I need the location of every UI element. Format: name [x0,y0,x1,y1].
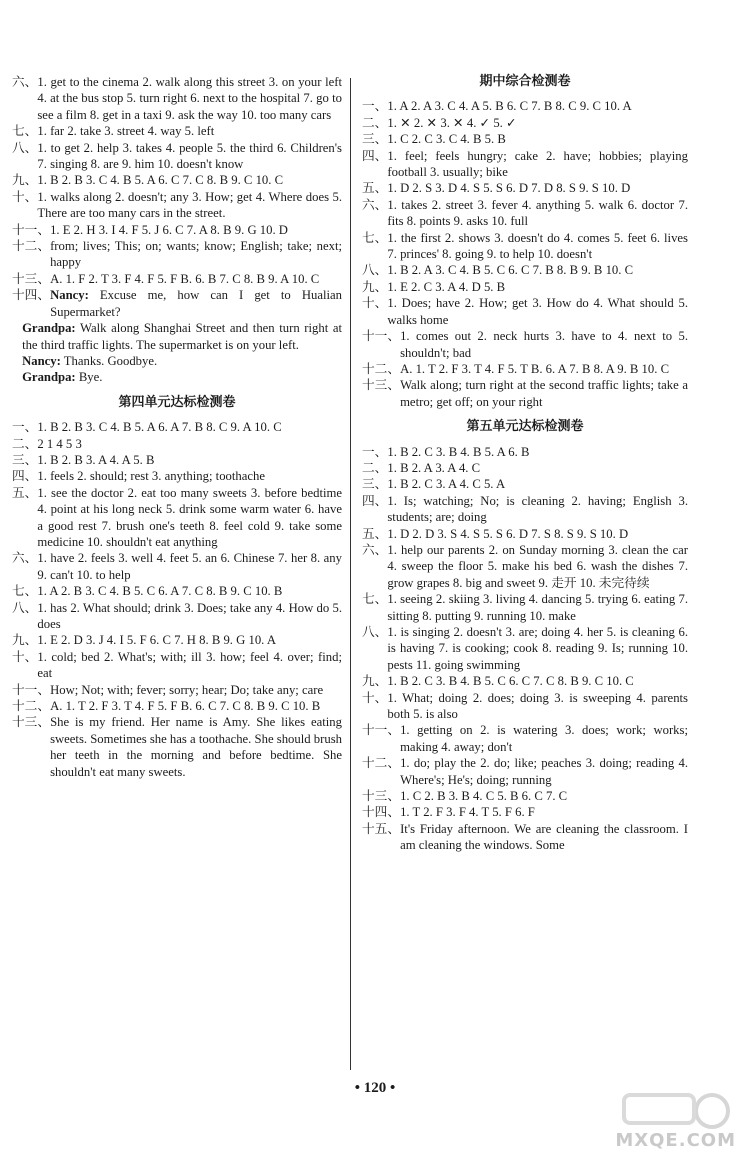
item-number: 七、 [12,584,38,599]
answer-item [12,140,342,173]
unit4-answers [12,419,342,780]
answer-item [12,550,342,583]
dialogue-text: Excuse me, how can I get to Hualian Supermarket? [50,288,343,319]
item-number: 一、 [12,420,38,435]
answer-item [362,98,688,114]
item-number: 五、 [362,526,388,541]
item-answers: 1. B 2. A 3. A 4. C [387,460,481,475]
answer-item [12,649,342,682]
item-answers: 1. the first 2. shows 3. doesn't do 4. comes 5. feet 6. lives 7. princes' 8. going 9. to help 10. doesn't [387,230,688,262]
answer-item [362,328,688,361]
item-answers: She is my friend. Her name is Amy. She likes eating sweets. Sometimes she has a toothache. She should brush her teeth in the morning and before bedtime. She shouldn't eat many sweets. [50,715,342,779]
dialogue-text: Bye. [78,370,103,385]
answer-item [362,673,688,689]
item-number: 十二、 [12,699,51,714]
item-number: 七、 [362,230,388,245]
answer-item [362,755,688,788]
unit3-answers [12,74,342,287]
item-answers: 1. far 2. take 3. street 4. way 5. left [37,124,215,139]
midterm-answers [362,98,688,410]
item-number: 十四、 [362,805,401,820]
item-answers: 1. to get 2. help 3. takes 4. people 5. the third 6. Children's 7. singing 8. are 9. him 10. doesn't know [37,140,342,172]
item-answers: 1. comes out 2. neck hurts 3. have to 4. next to 5. shouldn't; bad [400,329,688,360]
answer-item [12,222,342,238]
dialogue-text: Walk along Shanghai Street and then turn right at the third traffic lights. The supermarket is on your left. [22,321,342,352]
item-number: 十一、 [362,329,401,344]
answer-item [362,197,688,230]
item-answers: 1. takes 2. street 3. fever 4. anything 5. walk 6. doctor 7. fits 8. points 9. asks 10. full [387,197,688,229]
item-number: 十、 [12,189,38,204]
item-answers: 1. feels 2. should; rest 3. anything; toothache [37,469,266,484]
answer-item [12,632,342,648]
item-number: 五、 [12,485,38,500]
item-answers: 1. B 2. C 3. A 4. C 5. A [387,477,506,492]
answer-item [362,115,688,131]
item-number: 五、 [362,181,388,196]
dialogue-line [50,287,342,320]
item-number: 九、 [12,633,38,648]
answer-item [362,591,688,624]
column-divider [350,78,351,1070]
answer-item [362,180,688,196]
item-answers: 1. is singing 2. doesn't 3. are; doing 4. her 5. is cleaning 6. is having 7. is cooking; cook 8. reading 9. Is; running 10. pests 11. going swimming [387,625,688,672]
answer-item [362,624,688,673]
item-number: 十一、 [12,682,51,697]
answer-item [362,131,688,147]
answer-item [12,238,342,271]
item-answers: 1. do; play the 2. do; like; peaches 3. doing; reading 4. Where's; He's; doing; running [400,756,688,787]
item-number: 十三、 [12,715,51,730]
item-number: 十三、 [12,271,51,286]
left-column [12,74,342,780]
item-number: 十一、 [362,723,401,738]
item-number: 七、 [12,124,38,139]
item-number: 六、 [362,542,388,557]
item-number: 十三、 [362,378,401,393]
item-answers: 1. B 2. C 3. B 4. B 5. A 6. B [387,444,530,459]
unit5-answers [362,444,688,854]
item-number: 七、 [362,592,388,607]
dialogue-line [22,353,342,369]
answer-item [12,74,342,123]
item-answers: 1. B 2. B 3. C 4. B 5. A 6. A 7. B 8. C 9. A 10. C [37,420,282,435]
answer-item [12,436,342,452]
item-number: 一、 [362,99,388,114]
item-answers: 1. D 2. S 3. D 4. S 5. S 6. D 7. D 8. S 9. S 10. D [387,181,631,196]
section-title-unit5: 第五单元达标检测卷 [466,419,584,435]
answer-item [362,377,688,410]
right-column [362,74,688,854]
item-number: 十四、 [12,288,51,303]
answer-item [12,452,342,468]
item-number: 十一、 [12,222,51,237]
item-number: 二、 [362,115,388,130]
answer-item [362,722,688,755]
dialogue-text: Thanks. Goodbye. [63,353,158,368]
item-answers: 1. B 2. A 3. C 4. B 5. C 6. C 7. B 8. B 9. B 10. C [387,263,634,278]
item-number: 四、 [362,493,388,508]
section-title-unit4: 第四单元达标检测卷 [118,394,236,410]
item-answers: 1. What; doing 2. does; doing 3. is sweeping 4. parents both 5. is also [387,690,688,722]
item-answers: 1. get to the cinema 2. walk along this street 3. on your left 4. at the bus stop 5. turn right 6. next to the hospital 7. go to see a film 8. get in a taxi 9. ask the way 10. too many cars [37,75,342,122]
answer-item [362,361,688,377]
answer-item [362,788,688,804]
item-number: 三、 [12,452,38,467]
item-number: 九、 [362,279,388,294]
item-number: 一、 [362,444,388,459]
item-answers: 1. D 2. D 3. S 4. S 5. S 6. D 7. S 8. S 9. S 10. D [387,526,629,541]
dialogue-line [22,369,342,385]
answer-item [362,542,688,591]
item-answers: How; Not; with; fever; sorry; hear; Do; take any; care [50,682,324,697]
item-number: 二、 [362,460,388,475]
speaker-name: Nancy: [50,288,89,303]
item-number: 八、 [362,263,388,278]
item-answers: Walk along; turn right at the second traffic lights; take a metro; get off; on your right [400,378,688,409]
item-number: 十三、 [362,789,401,804]
item-number: 三、 [362,477,388,492]
answer-item [12,172,342,188]
answer-item [362,821,688,854]
answer-item [12,485,342,551]
dialogue-item [12,287,342,385]
item-number: 十二、 [362,756,401,771]
answer-item [362,460,688,476]
speaker-name: Grandpa: [22,321,76,336]
watermark-logo [604,1085,744,1155]
item-answers: 1. help our parents 2. on Sunday morning 3. clean the car 4. sweep the floor 5. make his bed 6. wash the dishes 7. grow grapes 8. big and sweet 9. 走开 10. 未完待续 [387,542,688,590]
answer-item [362,476,688,492]
answer-item [12,189,342,222]
item-number: 六、 [12,75,38,89]
item-number: 三、 [362,132,388,147]
item-answers: 1. B 2. B 3. C 4. B 5. A 6. C 7. C 8. B 9. C 10. C [37,173,284,188]
item-answers: 1. C 2. B 3. B 4. C 5. B 6. C 7. C [400,789,568,804]
answer-item [362,279,688,295]
item-answers: 1. E 2. H 3. I 4. F 5. J 6. C 7. A 8. B 9. G 10. D [50,222,288,237]
item-answers: A. 1. F 2. T 3. F 4. F 5. F B. 6. B 7. C 8. B 9. A 10. C [50,271,320,286]
item-answers: 1. has 2. What should; drink 3. Does; take any 4. How do 5. does [37,600,342,631]
item-answers: 1. B 2. B 3. A 4. A 5. B [37,452,155,467]
item-number: 十、 [362,690,388,705]
answer-item [12,123,342,139]
item-number: 九、 [12,173,38,188]
item-answers: from; lives; This; on; wants; know; English; take; next; happy [50,239,342,270]
answer-item [362,230,688,263]
item-answers: 1. Does; have 2. How; get 3. How do 4. What should 5. walks home [387,296,688,327]
answer-item [362,804,688,820]
section-title-midterm: 期中综合检测卷 [479,74,571,89]
item-answers: It's Friday afternoon. We are cleaning the classroom. I am cleaning the windows. Some [400,821,688,853]
item-number: 八、 [362,625,388,639]
answer-item [362,262,688,278]
speaker-name: Nancy: [22,353,61,368]
item-answers: A. 1. T 2. F 3. T 4. F 5. T B. 6. A 7. B 8. A 9. B 10. C [400,361,670,376]
item-answers: 1. walks along 2. doesn't; any 3. How; get 4. Where does 5. There are too many cars in the street. [37,189,342,221]
item-number: 十二、 [362,361,401,376]
item-number: 八、 [12,140,38,155]
item-answers: 1. T 2. F 3. F 4. T 5. F 6. F [400,805,535,820]
item-number: 二、 [12,436,38,451]
item-number: 十二、 [12,239,51,254]
item-answers: 1. cold; bed 2. What's; with; ill 3. how; feel 4. over; find; eat [37,649,342,681]
answer-item [362,493,688,526]
item-answers: 1. see the doctor 2. eat too many sweets 3. before bedtime 4. point at his long neck 5. drink some warm water 6. have a good rest 7. brush one's teeth 8. feel cold 9. take some medicine 10. shouldn't eat anything [37,485,342,549]
item-answers: 1. E 2. D 3. J 4. I 5. F 6. C 7. H 8. B 9. G 10. A [37,633,276,648]
answer-item [12,698,342,714]
item-answers: 1. A 2. A 3. C 4. A 5. B 6. C 7. B 8. C 9. C 10. A [387,99,632,114]
item-number: 四、 [12,469,38,484]
answer-item [12,600,342,633]
dialogue-line [22,320,342,353]
answer-item [12,271,342,287]
item-answers: 1. feel; feels hungry; cake 2. have; hobbies; playing football 3. usually; bike [387,148,688,180]
item-number: 六、 [12,551,38,566]
item-answers: 2 1 4 5 3 [37,436,82,451]
item-answers: 1. E 2. C 3. A 4. D 5. B [387,279,506,294]
page-number: • 120 • [354,1080,396,1096]
watermark-text: MXQE.COM [615,1130,736,1151]
answer-item [12,682,342,698]
item-number: 九、 [362,674,388,689]
item-number: 八、 [12,600,38,615]
item-number: 十、 [12,649,38,664]
item-answers: 1. have 2. feels 3. well 4. feet 5. an 6. Chinese 7. her 8. any 9. can't 10. to help [37,551,342,582]
item-answers: 1. seeing 2. skiing 3. living 4. dancing 5. trying 6. eating 7. sitting 8. putting 9. running 10. make [387,592,688,623]
answer-item [12,583,342,599]
item-number: 十五、 [362,821,401,836]
item-number: 十、 [362,296,388,311]
answer-item [362,148,688,181]
answer-item [12,468,342,484]
answer-item [362,526,688,542]
answer-item [362,444,688,460]
item-answers: A. 1. T 2. F 3. T 4. F 5. F B. 6. C 7. C 8. B 9. C 10. B [50,699,321,714]
answer-item [12,714,342,780]
item-number: 六、 [362,197,388,212]
item-number: 四、 [362,148,388,163]
answer-item [362,295,688,328]
item-answers: 1. Is; watching; No; is cleaning 2. having; English 3. students; are; doing [387,493,688,525]
answer-item [12,419,342,435]
item-answers: 1. getting on 2. is watering 3. does; work; works; making 4. away; don't [400,723,688,754]
item-answers: 1. ✕ 2. ✕ 3. ✕ 4. ✓ 5. ✓ [387,115,517,130]
speaker-name: Grandpa: [22,370,76,385]
answer-item [362,690,688,723]
item-answers: 1. C 2. C 3. C 4. B 5. B [387,132,506,147]
item-answers: 1. B 2. C 3. B 4. B 5. C 6. C 7. C 8. B 9. C 10. C [387,674,634,689]
item-answers: 1. A 2. B 3. C 4. B 5. C 6. A 7. C 8. B 9. C 10. B [37,584,283,599]
